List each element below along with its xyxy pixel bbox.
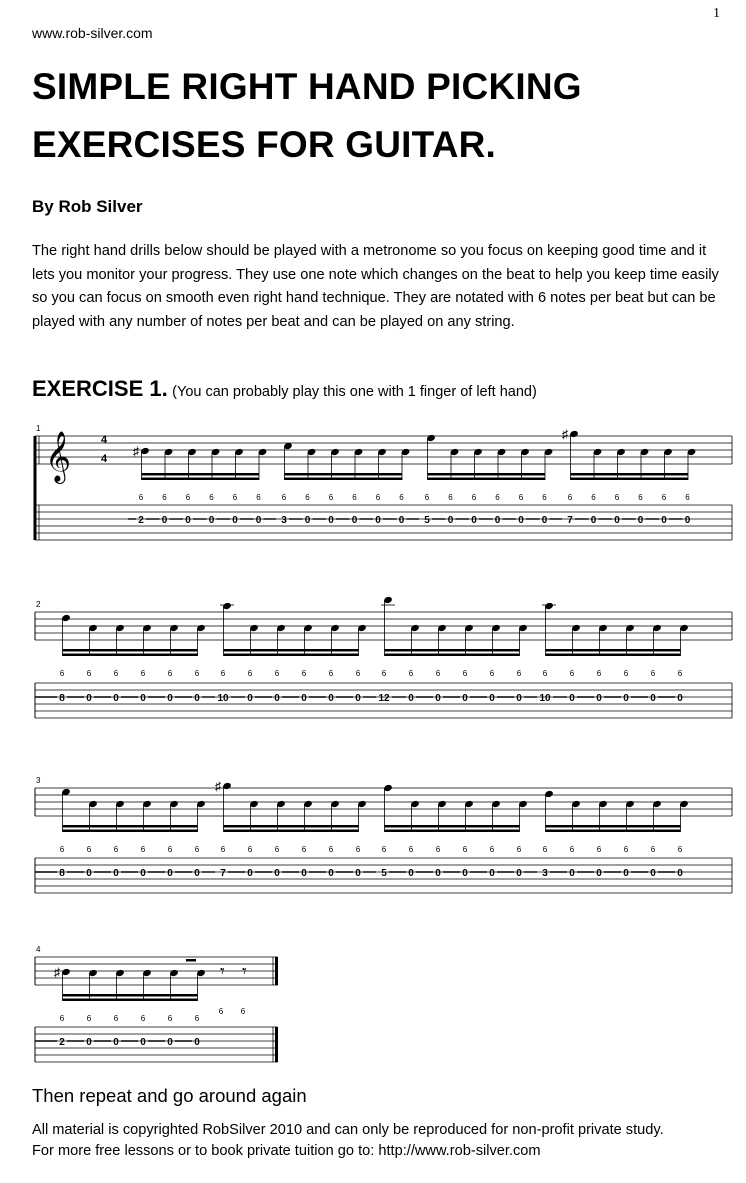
- tab-fret-number: 0: [86, 693, 92, 704]
- final-barline: [275, 1027, 278, 1062]
- tab-fret-number: 2: [138, 515, 144, 526]
- tab-fret-number: 0: [677, 868, 683, 879]
- tuplet-label: 6: [59, 845, 65, 854]
- tuplet-label: 6: [381, 669, 387, 678]
- beam: [571, 478, 689, 481]
- beam: [142, 478, 260, 481]
- tuplet-label: 6: [194, 669, 200, 678]
- tuplet-label: 6: [162, 493, 167, 502]
- tuplet-label: 6: [185, 493, 191, 502]
- tab-fret-number: 8: [59, 868, 65, 879]
- tab-fret-number: 7: [567, 515, 573, 526]
- staff-system-4: [35, 945, 278, 1062]
- tab-fret-number: 0: [569, 693, 575, 704]
- tuplet-label: 6: [59, 1014, 65, 1023]
- tab-fret-number: 12: [378, 693, 390, 704]
- tuplet-label: 6: [328, 493, 334, 502]
- tab-fret-number: 0: [447, 515, 454, 526]
- tuplet-label: 6: [596, 669, 602, 678]
- beat-group: [542, 790, 689, 879]
- tuplet-label: 6: [623, 845, 629, 854]
- tab-fret-number: 0: [355, 868, 361, 879]
- tab-fret-number: 2: [59, 1037, 65, 1048]
- tuplet-label: 6: [435, 845, 441, 854]
- tuplet-label: 6: [381, 845, 387, 854]
- tuplet-label: 6: [462, 845, 468, 854]
- tuplet-label: 6: [623, 669, 629, 678]
- tuplet-label: 6: [301, 669, 307, 678]
- tab-fret-number: 0: [489, 868, 495, 879]
- tuplet-label: 6: [650, 669, 656, 678]
- tab-fret-number: 0: [247, 868, 253, 879]
- beam: [546, 654, 681, 657]
- repeat-instruction: Then repeat and go around again: [32, 1085, 307, 1106]
- beam: [224, 830, 359, 833]
- beat-group: [215, 779, 376, 879]
- tuplet-label: 6: [328, 669, 334, 678]
- tuplet-label: 6: [86, 845, 92, 854]
- tuplet-label: 6: [471, 493, 477, 502]
- tuplet-label: 6: [167, 845, 173, 854]
- tuplet-label: 6: [408, 845, 414, 854]
- beam: [224, 649, 359, 652]
- system-number: 2: [36, 600, 41, 609]
- staff-system-1: [35, 424, 732, 540]
- tuplet-label: 6: [301, 845, 307, 854]
- tuplet-label: 6: [650, 845, 656, 854]
- tuplet-label: 6: [274, 845, 280, 854]
- sharp-icon: ♯: [54, 965, 60, 979]
- tab-fret-number: 0: [167, 868, 173, 879]
- beam: [546, 825, 681, 828]
- tab-fret-number: 0: [516, 693, 522, 704]
- system-number: 3: [36, 776, 41, 785]
- tuplet-label: 6: [495, 493, 500, 502]
- tab-fret-number: 0: [328, 868, 334, 879]
- beam: [385, 830, 520, 833]
- beam: [63, 830, 198, 833]
- tab-fret-number: 0: [113, 693, 119, 704]
- eighth-rest-icon: 𝄾: [242, 961, 247, 981]
- tuplet-label: 6: [138, 493, 144, 502]
- beat-group: [54, 965, 206, 1048]
- tab-fret-number: 0: [435, 868, 441, 879]
- tab-fret-number: 0: [355, 693, 361, 704]
- sharp-icon: ♯: [215, 779, 221, 793]
- system-number: 1: [36, 424, 41, 433]
- tuplet-label: 6: [352, 493, 357, 502]
- tab-fret-number: 0: [516, 868, 522, 879]
- tuplet-label: 6: [516, 845, 522, 854]
- tuplet-label: 6: [399, 493, 404, 502]
- system-number: 4: [36, 945, 41, 954]
- tab-fret-number: 0: [328, 693, 334, 704]
- tuplet-label: 6: [569, 845, 575, 854]
- tab-fret-number: 0: [167, 693, 173, 704]
- tuplet-label: 6: [281, 493, 287, 502]
- tab-fret-number: 0: [274, 868, 280, 879]
- beam: [63, 825, 198, 828]
- time-sig-top: 4: [101, 434, 108, 446]
- tuplet-label: 6: [596, 845, 602, 854]
- tuplet-label: 6: [424, 493, 430, 502]
- final-barline: [275, 957, 278, 985]
- time-sig-bottom: 4: [101, 453, 108, 465]
- tuplet-label: 6: [518, 493, 524, 502]
- beam: [385, 654, 520, 657]
- tuplet-label: 6: [516, 669, 522, 678]
- tuplet-label: 6: [240, 1007, 246, 1016]
- page-title-line-1: SIMPLE RIGHT HAND PICKING: [32, 66, 582, 107]
- tuplet-label: 6: [638, 493, 643, 502]
- tab-fret-number: 0: [435, 693, 441, 704]
- sharp-icon: ♯: [133, 444, 139, 458]
- sharp-icon: ♯: [562, 427, 568, 441]
- tuplet-label: 6: [220, 669, 226, 678]
- tab-fret-number: 3: [542, 868, 548, 879]
- tab-fret-number: 7: [220, 868, 226, 879]
- tuplet-label: 6: [685, 493, 690, 502]
- tab-fret-number: 0: [274, 693, 280, 704]
- tuplet-label: 6: [677, 669, 683, 678]
- tuplet-label: 6: [140, 845, 146, 854]
- beam: [285, 473, 403, 476]
- tuplet-label: 6: [328, 845, 334, 854]
- tuplet-label: 6: [194, 845, 200, 854]
- site-url: www.rob-silver.com: [32, 25, 153, 41]
- tuplet-label: 6: [569, 669, 575, 678]
- tuplet-label: 6: [167, 1014, 173, 1023]
- tab-fret-number: 0: [650, 693, 656, 704]
- tuplet-label: 6: [86, 1014, 92, 1023]
- tab-fret-number: 0: [623, 693, 629, 704]
- tab-fret-number: 0: [113, 868, 119, 879]
- tab-fret-number: 0: [677, 693, 683, 704]
- tuplet-label: 6: [113, 1014, 119, 1023]
- tab-fret-number: 0: [661, 515, 667, 526]
- beat-group: [59, 614, 215, 704]
- treble-clef-icon: [45, 432, 71, 484]
- beam: [385, 825, 520, 828]
- tab-fret-number: 0: [590, 515, 597, 526]
- tab-fret-number: 10: [539, 693, 551, 704]
- tuplet-label: 6: [218, 1007, 224, 1016]
- tab-fret-number: 5: [381, 868, 387, 879]
- tuplet-label: 6: [167, 669, 173, 678]
- beam: [63, 994, 198, 997]
- tab-fret-number: 0: [462, 693, 468, 704]
- tab-fret-number: 0: [650, 868, 656, 879]
- tab-fret-number: 0: [637, 515, 644, 526]
- time-signature: [101, 434, 108, 465]
- tab-fret-number: 0: [86, 1037, 92, 1048]
- tab-fret-number: 5: [424, 515, 430, 526]
- tuplet-label: 6: [247, 845, 253, 854]
- tuplet-label: 6: [661, 493, 667, 502]
- tuplet-label: 6: [113, 669, 119, 678]
- rests: [186, 959, 247, 1016]
- tab-fret-number: 0: [140, 868, 146, 879]
- tab-fret-number: 0: [255, 515, 262, 526]
- tab-fret-number: 0: [185, 515, 191, 526]
- beam: [428, 478, 546, 481]
- tab-fret-number: 0: [304, 515, 311, 526]
- tuplet-label: 6: [435, 669, 441, 678]
- tuplet-label: 6: [375, 493, 381, 502]
- exercise-title: EXERCISE 1.: [32, 376, 168, 401]
- beam: [285, 478, 403, 481]
- page-title-line-2: EXERCISES FOR GUITAR.: [32, 124, 497, 165]
- tuplet-label: 6: [448, 493, 453, 502]
- copyright-notice: [32, 1120, 732, 1162]
- tab-fret-number: 0: [494, 515, 501, 526]
- tuplet-label: 6: [614, 493, 620, 502]
- tuplet-label: 6: [194, 1014, 200, 1023]
- beat-group: [562, 427, 696, 526]
- tuplet-label: 6: [542, 669, 548, 678]
- tuplet-label: 6: [355, 669, 361, 678]
- tuplet-label: 6: [140, 669, 146, 678]
- beam: [224, 654, 359, 657]
- tab-fret-number: 0: [301, 868, 307, 879]
- tab-fret-number: 0: [489, 693, 495, 704]
- tab-fret-number: 0: [518, 515, 524, 526]
- tuplet-label: 6: [408, 669, 414, 678]
- copyright-line-1: All material is copyrighted RobSilver 2010 and can only be reproduced for non-profit private study.: [32, 1122, 664, 1138]
- beam: [142, 473, 260, 476]
- tuplet-label: 6: [274, 669, 280, 678]
- tuplet-label: 6: [59, 669, 65, 678]
- tab-fret-number: 0: [86, 868, 92, 879]
- tab-fret-number: 0: [194, 1037, 200, 1048]
- tuplet-label: 6: [86, 669, 92, 678]
- beam: [546, 649, 681, 652]
- tab-fret-number: 0: [684, 515, 691, 526]
- tuplet-label: 6: [489, 845, 495, 854]
- tuplet-label: 6: [542, 845, 548, 854]
- beat-group: [539, 602, 688, 704]
- beat-group: [281, 442, 419, 526]
- tuplet-label: 6: [462, 669, 468, 678]
- tab-fret-number: 0: [471, 515, 477, 526]
- copyright-line-2: For more free lessons or to book private tuition go to: http://www.rob-silver.com: [32, 1143, 541, 1159]
- svg-text:𝄞: 𝄞: [45, 432, 72, 481]
- tab-fret-number: 0: [351, 515, 358, 526]
- tab-fret-number: 0: [569, 868, 575, 879]
- eighth-rest-icon: 𝄾: [220, 961, 225, 981]
- tab-fret-number: 0: [408, 868, 414, 879]
- tab-fret-number: 0: [194, 693, 200, 704]
- tuplet-label: 6: [305, 493, 310, 502]
- tuplet-label: 6: [355, 845, 361, 854]
- beat-group: [133, 444, 276, 526]
- tab-fret-number: 0: [408, 693, 414, 704]
- tab-fret-number: 0: [194, 868, 200, 879]
- tab-fret-number: 0: [113, 1037, 119, 1048]
- tuplet-label: 6: [209, 493, 214, 502]
- staff-system-3: [35, 776, 732, 893]
- tab-fret-number: 0: [596, 693, 602, 704]
- tab-fret-number: 0: [328, 515, 334, 526]
- tuplet-label: 6: [113, 845, 119, 854]
- beam: [63, 999, 198, 1002]
- tab-fret-number: 0: [232, 515, 238, 526]
- beam: [63, 649, 198, 652]
- beam: [546, 830, 681, 833]
- tuplet-label: 6: [232, 493, 238, 502]
- tab-fret-number: 8: [59, 693, 65, 704]
- tab-fret-number: 0: [596, 868, 602, 879]
- tab-fret-number: 0: [301, 693, 307, 704]
- tuplet-label: 6: [256, 493, 261, 502]
- tab-fret-number: 3: [281, 515, 287, 526]
- exercise-note: (You can probably play this one with 1 finger of left hand): [172, 384, 537, 400]
- tab-fret-number: 0: [208, 515, 215, 526]
- tab-fret-number: 0: [161, 515, 168, 526]
- tuplet-label: 6: [140, 1014, 146, 1023]
- beam: [224, 825, 359, 828]
- beat-group: [217, 602, 376, 704]
- tab-fret-number: 10: [217, 693, 229, 704]
- tab-fret-number: 0: [623, 868, 629, 879]
- tab-fret-number: 0: [614, 515, 620, 526]
- tab-fret-number: 0: [375, 515, 381, 526]
- tuplet-label: 6: [542, 493, 547, 502]
- tab-fret-number: 0: [140, 1037, 146, 1048]
- beam: [571, 473, 689, 476]
- page-number: 1: [713, 6, 720, 21]
- tuplet-label: 6: [489, 669, 495, 678]
- staff-system-2: [35, 596, 732, 718]
- tuplet-label: 6: [677, 845, 683, 854]
- tab-fret-number: 0: [140, 693, 146, 704]
- tuplet-label: 6: [247, 669, 253, 678]
- tab-fret-number: 0: [541, 515, 548, 526]
- author-byline: By Rob Silver: [32, 197, 143, 216]
- half-rest-icon: [186, 959, 196, 962]
- tab-fret-number: 0: [462, 868, 468, 879]
- tab-fret-number: 0: [247, 693, 253, 704]
- intro-paragraph: The right hand drills below should be played with a metronome so you focus on keeping good time and it lets you monitor your progress. They use one note which changes on the beat to help you keep time easily so you can focus on smooth even right hand technique. They are notated with 6 notes per beat but can be played with any number of notes per beat and can be played on any string.: [32, 243, 719, 330]
- beam: [63, 654, 198, 657]
- tab-fret-number: 0: [167, 1037, 173, 1048]
- tab-fret-number: 0: [398, 515, 405, 526]
- tuplet-label: 6: [591, 493, 596, 502]
- tuplet-label: 6: [220, 845, 226, 854]
- beam: [428, 473, 546, 476]
- beam: [385, 649, 520, 652]
- tuplet-label: 6: [567, 493, 573, 502]
